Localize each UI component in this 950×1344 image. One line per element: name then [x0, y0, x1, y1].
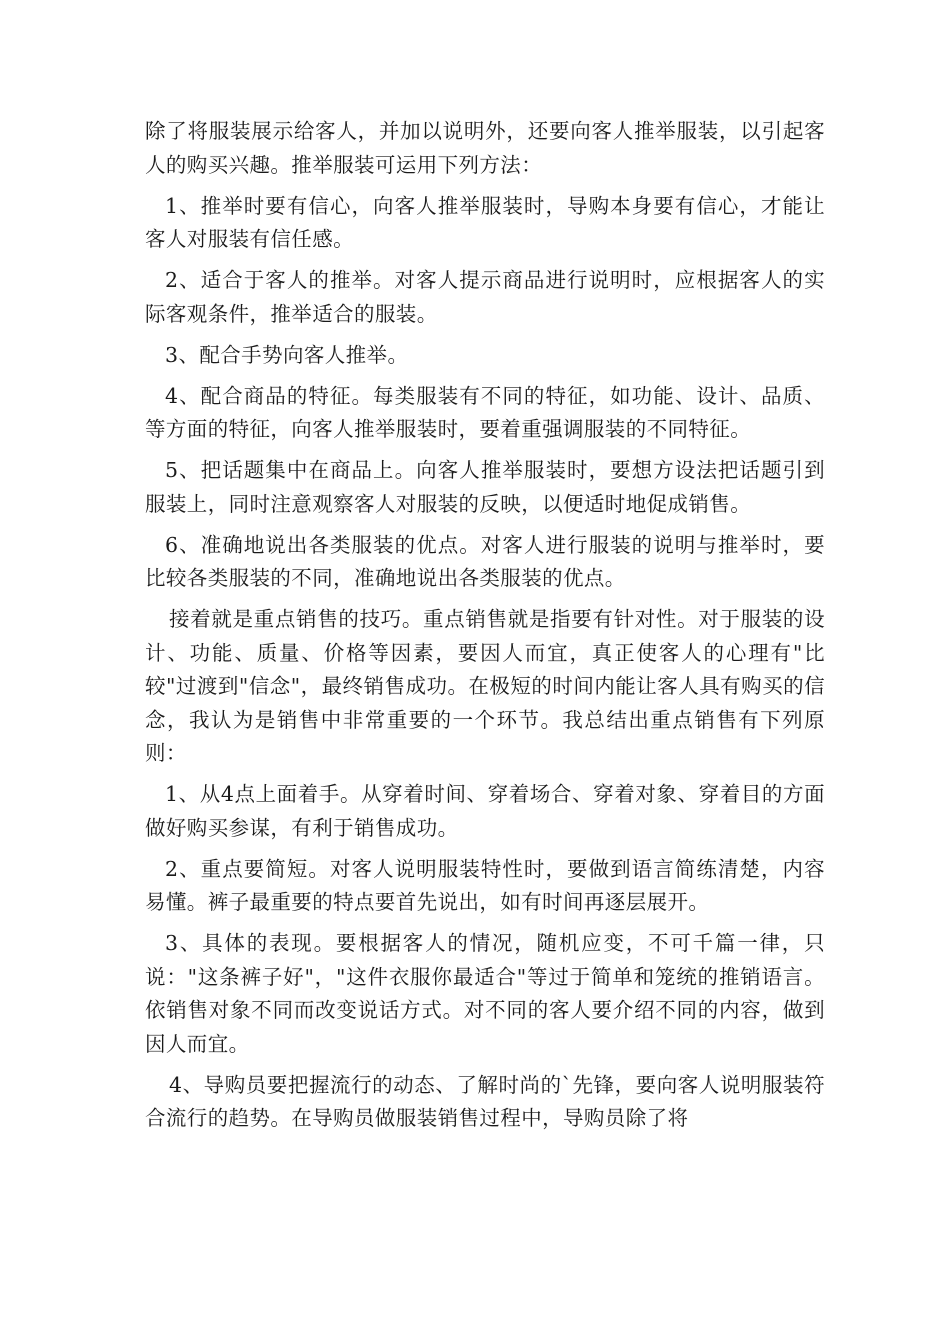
paragraph-principle-2: 2、重点要简短。对客人说明服装特性时，要做到语言简练清楚，内容易懂。裤子最重要的特点要首先说出，如有时间再逐层展开。 — [145, 856, 825, 914]
paragraph-method-6: 6、准确地说出各类服装的优点。对客人进行服装的说明与推举时，要比较各类服装的不同，准确地说出各类服装的优点。 — [145, 532, 825, 590]
paragraph-method-2: 2、适合于客人的推举。对客人提示商品进行说明时，应根据客人的实际客观条件，推举适合的服装。 — [145, 268, 825, 326]
document-body — [145, 115, 825, 1143]
paragraph-intro: 除了将服装展示给客人，并加以说明外，还要向客人推举服装，以引起客人的购买兴趣。推举服装可运用下列方法： — [145, 119, 825, 177]
paragraph-principle-1: 1、从4点上面着手。从穿着时间、穿着场合、穿着对象、穿着目的方面做好购买参谋，有利于销售成功。 — [145, 782, 825, 840]
paragraph-method-5: 5、把话题集中在商品上。向客人推举服装时，要想方设法把话题引到服装上，同时注意观察客人对服装的反映，以便适时地促成销售。 — [145, 458, 825, 516]
paragraph-method-1: 1、推举时要有信心，向客人推举服装时，导购本身要有信心，才能让客人对服装有信任感。 — [145, 193, 825, 251]
paragraph-principle-3: 3、具体的表现。要根据客人的情况，随机应变，不可千篇一律，只说："这条裤子好"，"这件衣服你最适合"等过于简单和笼统的推销语言。依销售对象不同而改变说话方式。对不同的客人要介绍不同的内容，做到因人而宜。 — [145, 931, 825, 1056]
paragraph-principle-4: 4、导购员要把握流行的动态、了解时尚的`先锋，要向客人说明服装符合流行的趋势。在导购员做服装销售过程中，导购员除了将 — [145, 1072, 825, 1130]
paragraph-method-4: 4、配合商品的特征。每类服装有不同的特征，如功能、设计、品质、等方面的特征，向客人推举服装时，要着重强调服装的不同特征。 — [145, 383, 825, 441]
paragraph-key-selling: 接着就是重点销售的技巧。重点销售就是指要有针对性。对于服装的设计、功能、质量、价格等因素，要因人而宜，真正使客人的心理有"比较"过渡到"信念"，最终销售成功。在极短的时间内能让客人具有购买的信念，我认为是销售中非常重要的一个环节。我总结出重点销售有下列原则： — [145, 607, 825, 765]
paragraph-method-3: 3、配合手势向客人推举。 — [165, 342, 409, 367]
